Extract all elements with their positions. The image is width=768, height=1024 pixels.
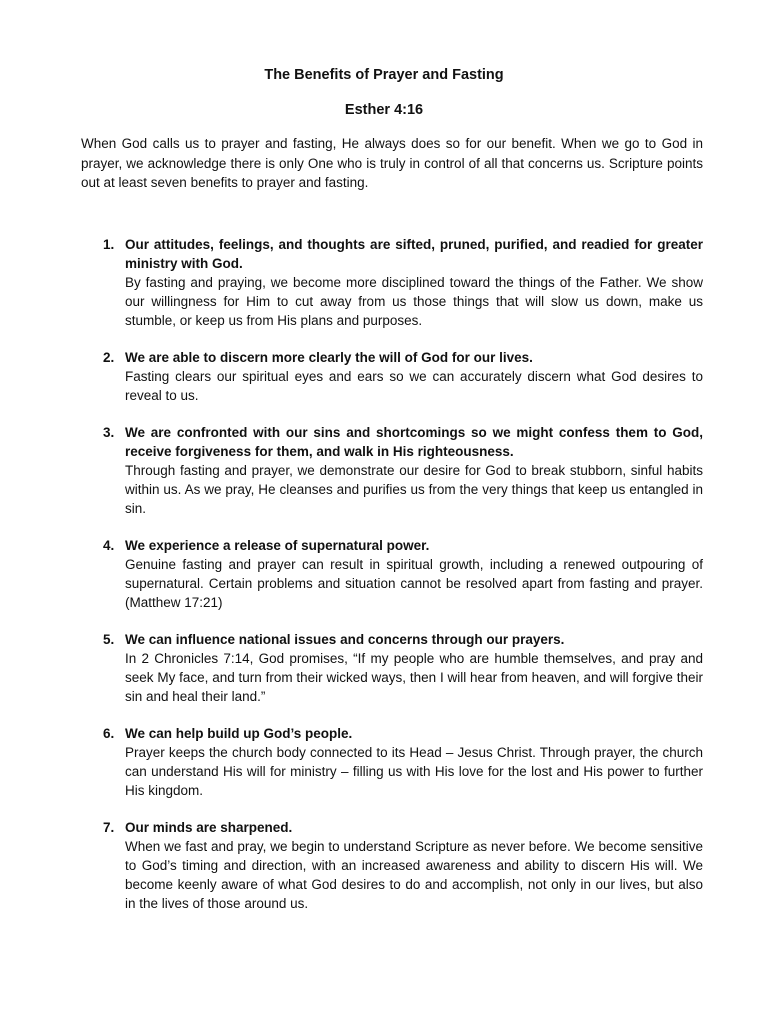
list-item	[0, 235, 703, 330]
list-item-body: Fasting clears our spiritual eyes and ears so we can accurately discern what God desires to reveal to us.	[125, 369, 703, 403]
list-item-number: 1.	[103, 237, 115, 252]
list-item	[0, 724, 703, 800]
list-item-body: By fasting and praying, we become more disciplined toward the things of the Father. We show our willingness for Him to cut away from us those things that will slow us down, make us stumble, or keep us from His plans and purposes.	[125, 275, 703, 328]
list-item-body: Genuine fasting and prayer can result in spiritual growth, including a renewed outpouring of supernatural. Certain problems and situation cannot be resolved apart from fasting and prayer. (Matthew 17:21)	[125, 557, 703, 610]
list-item-heading: Our minds are sharpened.	[125, 820, 293, 835]
list-item	[0, 818, 703, 913]
list-item-heading: We can help build up God’s people.	[125, 726, 353, 741]
list-item-body: Prayer keeps the church body connected to its Head – Jesus Christ. Through prayer, the church can understand His will for ministry – filling us with His love for the lost and His power to further His kingdom.	[125, 745, 703, 798]
list-item-number: 5.	[103, 632, 115, 647]
benefits-list	[0, 235, 768, 931]
list-item	[0, 630, 703, 706]
list-item	[0, 348, 703, 405]
list-item-number: 4.	[103, 538, 115, 553]
intro-paragraph: When God calls us to prayer and fasting, He always does so for our benefit. When we go to God in prayer, we acknowledge there is only One who is truly in control of all that concerns us. Scripture points out at least seven benefits to prayer and fasting.	[81, 136, 703, 190]
list-item-heading: We experience a release of supernatural power.	[125, 538, 430, 553]
list-item-body: Through fasting and prayer, we demonstrate our desire for God to break stubborn, sinful habits within us. As we pray, He cleanses and purifies us from the very things that keep us entangled in sin.	[125, 463, 703, 516]
list-item-number: 6.	[103, 726, 115, 741]
list-item-heading: We can influence national issues and concerns through our prayers.	[125, 632, 565, 647]
document-title: The Benefits of Prayer and Fasting	[264, 67, 504, 83]
list-item-number: 7.	[103, 820, 115, 835]
list-item-heading: Our attitudes, feelings, and thoughts are sifted, pruned, purified, and readied for greater ministry with God.	[125, 237, 703, 271]
list-item-body: In 2 Chronicles 7:14, God promises, “If my people who are humble themselves, and pray and seek My face, and turn from their wicked ways, then I will hear from heaven, and will forgive their sin and heal their land.”	[125, 651, 703, 704]
list-item-heading: We are able to discern more clearly the will of God for our lives.	[125, 350, 533, 365]
list-item	[0, 536, 703, 612]
scripture-reference: Esther 4:16	[344, 102, 424, 118]
list-item-body: When we fast and pray, we begin to understand Scripture as never before. We become sensitive to God’s timing and direction, with an increased awareness and ability to discern His will. We become keenly aware of what God desires to do and accomplish, not only in our lives, but also in the lives of those around us.	[125, 839, 703, 911]
list-item-number: 2.	[103, 350, 115, 365]
list-item-heading: We are confronted with our sins and shortcomings so we might confess them to God, receive forgiveness for them, and walk in His righteousness.	[125, 425, 703, 459]
list-item-number: 3.	[103, 425, 115, 440]
list-item	[0, 423, 703, 518]
